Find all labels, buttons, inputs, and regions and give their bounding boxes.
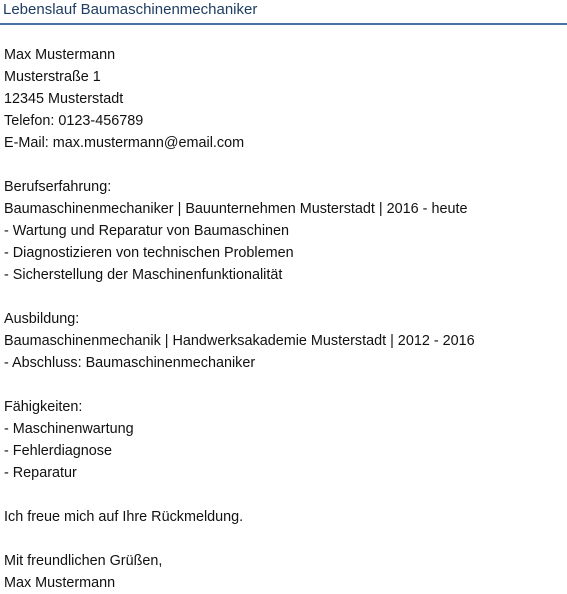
skills-item: - Maschinenwartung	[4, 421, 134, 437]
education-program: Baumaschinenmechanik | Handwerksakademie Musterstadt | 2012 - 2016	[4, 333, 475, 349]
education-item: - Abschluss: Baumaschinenmechaniker	[4, 355, 256, 371]
contact-city: 12345 Musterstadt	[4, 91, 124, 107]
document-body	[4, 44, 564, 594]
contact-email: E-Mail: max.mustermann@email.com	[4, 135, 245, 151]
spacer	[4, 484, 564, 506]
experience-position: Baumaschinenmechaniker | Bauunternehmen Musterstadt | 2016 - heute	[4, 201, 468, 217]
contact-phone: Telefon: 0123-456789	[4, 113, 144, 129]
education-heading: Ausbildung:	[4, 311, 80, 327]
signature-name: Max Mustermann	[4, 575, 116, 591]
contact-name: Max Mustermann	[4, 47, 116, 63]
document-title: Lebenslauf Baumaschinenmechaniker	[3, 1, 258, 18]
title-underline	[0, 23, 567, 25]
spacer	[4, 528, 564, 550]
closing-statement: Ich freue mich auf Ihre Rückmeldung.	[4, 509, 244, 525]
contact-street: Musterstraße 1	[4, 69, 101, 85]
spacer	[4, 374, 564, 396]
skills-heading: Fähigkeiten:	[4, 399, 83, 415]
skills-item: - Fehlerdiagnose	[4, 443, 112, 459]
spacer	[4, 154, 564, 176]
spacer	[4, 286, 564, 308]
experience-item: - Wartung und Reparatur von Baumaschinen	[4, 223, 290, 239]
skills-item: - Reparatur	[4, 465, 77, 481]
experience-heading: Berufserfahrung:	[4, 179, 112, 195]
closing-salutation: Mit freundlichen Grüßen,	[4, 553, 163, 569]
experience-item: - Sicherstellung der Maschinenfunktionalität	[4, 267, 283, 283]
experience-item: - Diagnostizieren von technischen Problemen	[4, 245, 294, 261]
